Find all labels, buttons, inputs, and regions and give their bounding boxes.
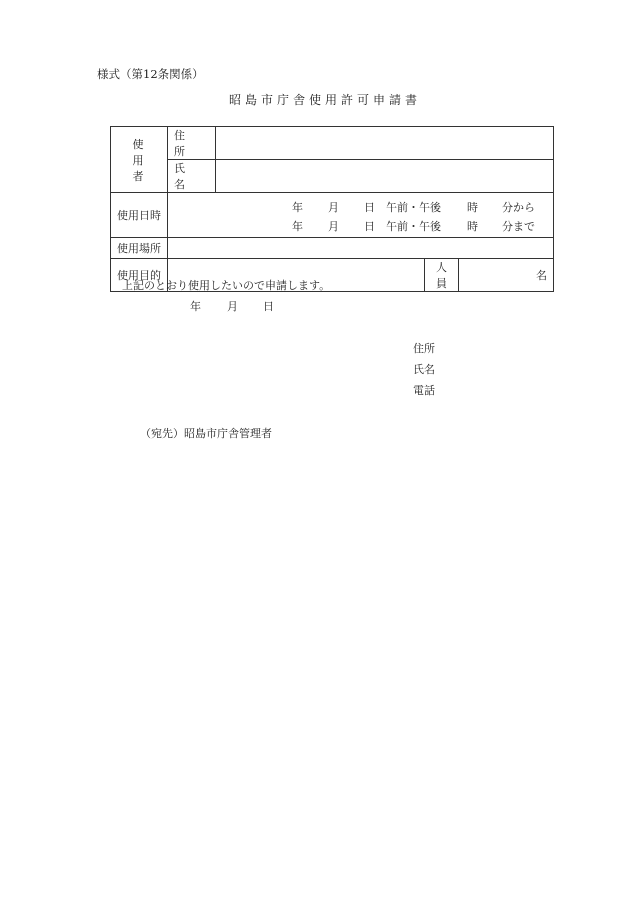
applicant-address-label: 住所 (413, 342, 435, 355)
application-day-label: 日 (263, 300, 274, 313)
applicant-phone-label: 電話 (413, 384, 435, 397)
table-row (111, 127, 554, 160)
month-label: 月 (328, 220, 339, 233)
purpose-label: 使用目的 (111, 259, 168, 292)
month-label: 月 (328, 201, 339, 214)
user-label: 使 用 者 (111, 127, 168, 193)
ampm-label: 午前・午後 (386, 220, 441, 233)
hour-label: 時 (467, 201, 478, 214)
table-row (111, 160, 554, 193)
form-number-label: 様式（第12条関係） (97, 67, 204, 81)
people-label: 人員 (425, 259, 459, 292)
application-table (110, 126, 554, 292)
minute-to-label: 分まで (502, 220, 535, 233)
table-row (111, 238, 554, 259)
datetime-label: 使用日時 (111, 193, 168, 238)
document-title: 昭島市庁舎使用許可申請書 (228, 93, 421, 107)
address-label: 住 所 (168, 127, 216, 160)
year-label: 年 (292, 220, 303, 233)
year-label: 年 (292, 201, 303, 214)
datetime-field[interactable] (168, 193, 554, 238)
minute-from-label: 分から (502, 201, 535, 214)
people-unit: 名 (536, 269, 548, 282)
place-label: 使用場所 (111, 238, 168, 259)
application-month-label: 月 (227, 300, 238, 313)
applicant-name-label: 氏名 (413, 363, 435, 376)
application-year-label: 年 (190, 300, 201, 313)
day-label: 日 (364, 220, 375, 233)
name-label: 氏 名 (168, 160, 216, 193)
place-field[interactable] (168, 238, 554, 259)
ampm-label: 午前・午後 (386, 201, 441, 214)
recipient-label: （宛先）昭島市庁舎管理者 (140, 427, 272, 440)
name-field[interactable] (216, 160, 554, 193)
date-to-line (168, 218, 553, 234)
people-field[interactable] (459, 259, 554, 292)
date-from-line (168, 199, 553, 215)
address-field[interactable] (216, 127, 554, 160)
day-label: 日 (364, 201, 375, 214)
table-row (111, 193, 554, 238)
application-statement: 上記のとおり使用したいので申請します。 (122, 279, 331, 292)
hour-label: 時 (467, 220, 478, 233)
